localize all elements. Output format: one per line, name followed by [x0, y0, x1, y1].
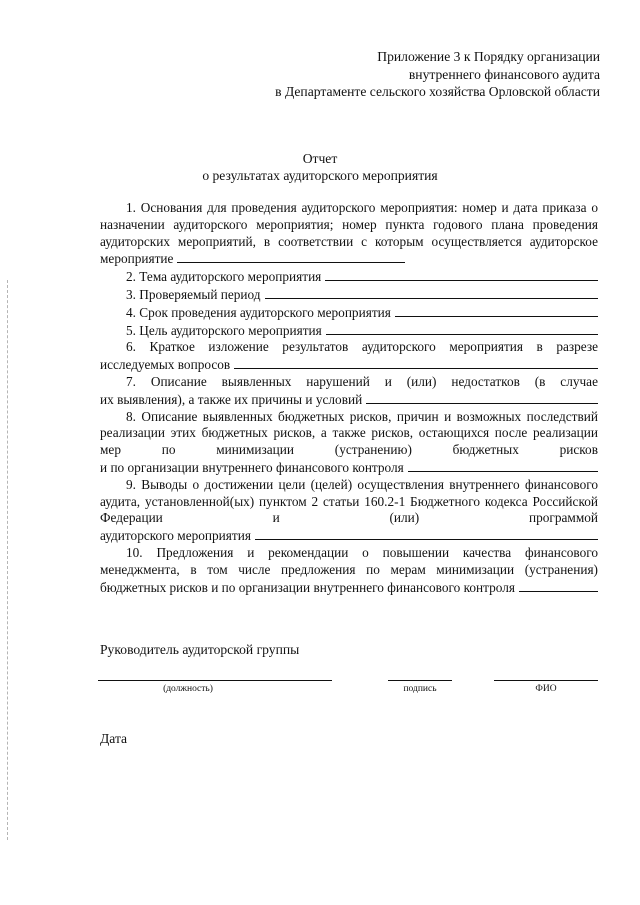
title-sub: о результатах аудиторского мероприятия — [202, 168, 438, 183]
item-3: 3. Проверяемый период — [100, 286, 598, 304]
header-line-1: Приложение 3 к Порядку организации — [377, 49, 600, 64]
header-line-3: в Департаменте сельского хозяйства Орловской области — [275, 84, 600, 99]
fio-caption: ФИО — [535, 684, 557, 694]
item-9-fill-line — [255, 527, 598, 540]
item-10-line-2: бюджетных рисков и по организации внутреннего финансового контроля — [100, 579, 598, 597]
item-10-line-1: 10. Предложения и рекомендации о повышении качества финансового менеджмента, в том числе предложения по мерам минимизации (устранения) — [100, 544, 598, 577]
item-4-fill-line — [395, 304, 598, 317]
item-6-fill-line — [234, 356, 598, 369]
item-1: 1. Основания для проведения аудиторского мероприятия: номер и дата приказа о назначении аудиторского мероприятия; номер пункта годового плана проведения аудиторских мероприятий, в соответствии с которым осуществляется аудиторское мероприятие — [100, 200, 598, 267]
document-header — [180, 48, 600, 101]
item-8-fill-line — [408, 459, 598, 472]
item-2: 2. Тема аудиторского мероприятия — [100, 268, 598, 286]
fio-line — [494, 680, 598, 681]
item-7-line-1: 7. Описание выявленных нарушений и (или) недостатков (в случае — [126, 373, 598, 389]
scan-edge-mark — [7, 280, 9, 840]
document-title — [0, 150, 640, 184]
item-5-fill-line — [326, 322, 598, 335]
item-10-fill-line — [519, 579, 598, 592]
item-5: 5. Цель аудиторского мероприятия — [100, 322, 598, 340]
header-line-2: внутреннего финансового аудита — [408, 66, 600, 82]
report-items — [100, 200, 598, 596]
group-head-label: Руководитель аудиторской группы — [100, 642, 300, 657]
title-main: Отчет — [302, 151, 338, 166]
signature-row — [0, 670, 640, 700]
position-caption: (должность) — [163, 684, 213, 694]
signature-line — [388, 680, 452, 681]
date-label: Дата — [100, 731, 128, 746]
item-2-fill-line — [325, 268, 598, 281]
item-8-line-1: 8. Описание выявленных бюджетных рисков, причин и возможных последствий реализации этих бюджетных рисков, а также рисков, остающихся после реализации мер по минимизации (устранению) бюджетных рисков — [100, 408, 598, 458]
item-1-fill-line — [177, 250, 405, 263]
item-8-line-2: и по организации внутреннего финансового контроля — [100, 459, 598, 477]
position-line — [98, 680, 332, 681]
item-9-line-2: аудиторского мероприятия — [100, 527, 598, 545]
item-6-line-1: 6. Краткое изложение результатов аудиторского мероприятия в разрезе — [126, 339, 598, 355]
item-4: 4. Срок проведения аудиторского мероприятия — [100, 304, 598, 322]
item-3-fill-line — [265, 286, 598, 299]
item-7-fill-line — [366, 391, 598, 404]
item-9-line-1: 9. Выводы о достижении цели (целей) осуществления внутреннего финансового аудита, установленной(ых) пунктом 2 статьи 160.2-1 Бюджетного кодекса Российской Федерации и (или) программой — [100, 476, 598, 526]
item-7-line-2: их выявления), а также их причины и условий — [100, 391, 598, 409]
item-6-line-2: исследуемых вопросов — [100, 356, 598, 374]
signature-caption: подпись — [403, 684, 437, 694]
